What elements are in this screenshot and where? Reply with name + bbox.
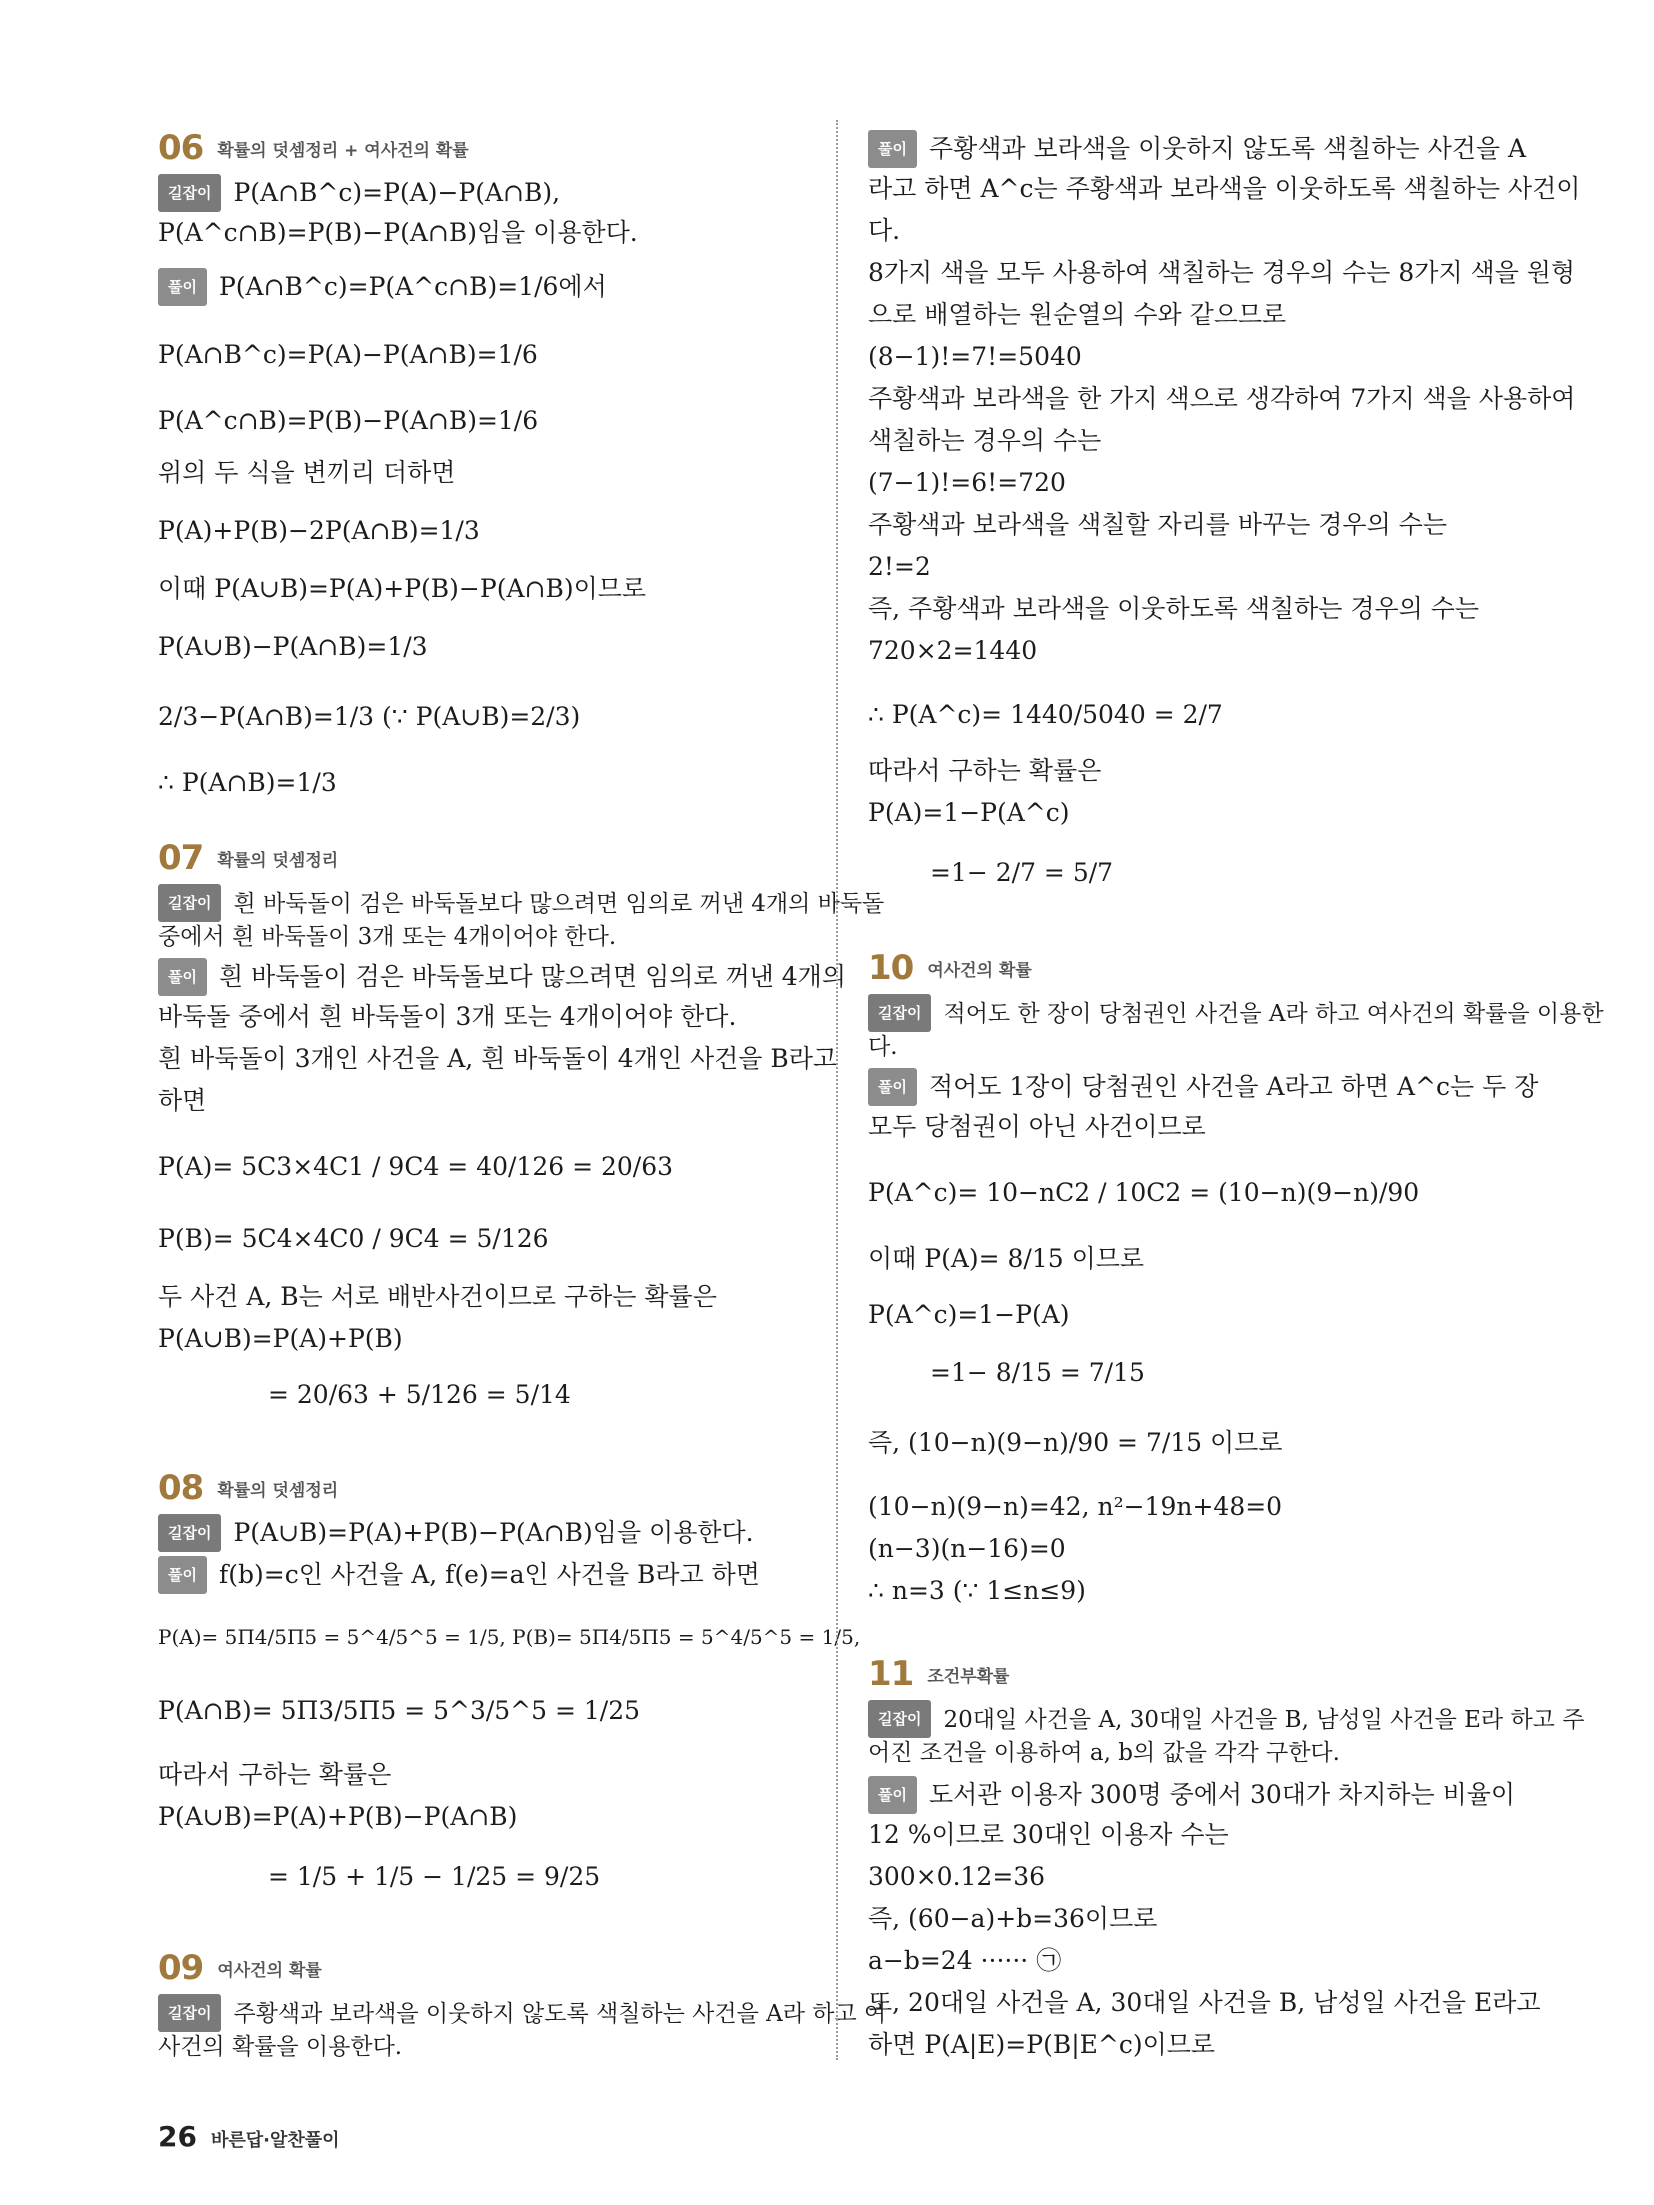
- text-line: ∴ P(A∩B)=1/3: [158, 768, 337, 797]
- solution-badge: 풀이: [868, 130, 917, 168]
- text-line: P(A∪B)=P(A)+P(B): [158, 1324, 403, 1353]
- section-number: 10: [868, 948, 914, 988]
- text-line: =1− 8/15 = 7/15: [930, 1358, 1145, 1387]
- section-number: 07: [158, 838, 204, 878]
- text-line: 두 사건 A, B는 서로 배반사건이므로 구하는 확률은: [158, 1282, 717, 1311]
- text-line: P(A∩B^c)=P(A)−P(A∩B)=1/6: [158, 340, 538, 369]
- text-line: P(A∩B)= 5Π3/5Π5 = 5^3/5^5 = 1/25: [158, 1696, 641, 1725]
- section-title: 여사건의 확률: [927, 960, 1032, 981]
- hint-badge: 길잡이: [868, 994, 931, 1032]
- text-line: 이때 P(A∪B)=P(A)+P(B)−P(A∩B)이므로: [158, 574, 647, 603]
- text-line: a−b=24 ······ ㉠: [868, 1946, 1062, 1975]
- text-line: (7−1)!=6!=720: [868, 468, 1066, 497]
- text-line: 적어도 1장이 당첨권인 사건을 A라고 하면 A^c는 두 장: [928, 1072, 1539, 1101]
- hint-badge: 길잡이: [158, 174, 221, 212]
- text-line: 20대일 사건을 A, 30대일 사건을 B, 남성일 사건을 E라 하고 주: [943, 1707, 1585, 1733]
- text-line: 흰 바둑돌이 검은 바둑돌보다 많으려면 임의로 꺼낸 4개의 바둑돌: [233, 891, 885, 917]
- hint-line: [158, 1994, 886, 2032]
- text-line: 위의 두 식을 변끼리 더하면: [158, 458, 456, 487]
- solution-line: [868, 130, 1526, 168]
- hint-line: [158, 884, 884, 922]
- text-line: (8−1)!=7!=5040: [868, 342, 1082, 371]
- section-number: 11: [868, 1654, 914, 1694]
- text-line: 따라서 구하는 확률은: [158, 1760, 392, 1789]
- section-number: 08: [158, 1468, 204, 1508]
- text-line: (n−3)(n−16)=0: [868, 1534, 1066, 1563]
- text-line: P(A)=1−P(A^c): [868, 798, 1070, 827]
- text-line: ∴ P(A^c)= 1440/5040 = 2/7: [868, 700, 1223, 729]
- text-line: 2!=2: [868, 552, 931, 581]
- hint-line: [158, 174, 560, 212]
- text-line: 12 %이므로 30대인 이용자 수는: [868, 1820, 1229, 1849]
- section-06-header: [158, 128, 469, 168]
- text-line: P(A^c∩B)=P(B)−P(A∩B)=1/6: [158, 406, 539, 435]
- section-title: 여사건의 확률: [217, 1960, 322, 1981]
- text-line: 즉, 주황색과 보라색을 이웃하도록 색칠하는 경우의 수는: [868, 594, 1480, 623]
- page-number: 26: [158, 2120, 197, 2153]
- text-line: P(A)= 5Π4/5Π5 = 5^4/5^5 = 1/5, P(B)= 5Π4/5Π5 = 5^4/5^5 = 1/5,: [158, 1625, 861, 1649]
- text-line: P(A^c)=1−P(A): [868, 1300, 1070, 1329]
- text-line: 다.: [868, 1034, 898, 1060]
- text-line: 적어도 한 장이 당첨권인 사건을 A라 하고 여사건의 확률을 이용한: [943, 1001, 1604, 1027]
- solution-line: [868, 1776, 1515, 1814]
- hint-badge: 길잡이: [868, 1700, 931, 1738]
- text-line: P(A∪B)−P(A∩B)=1/3: [158, 632, 428, 661]
- text-line: (10−n)(9−n)=42, n²−19n+48=0: [868, 1492, 1283, 1521]
- text-line: 720×2=1440: [868, 636, 1038, 665]
- text-line: 8가지 색을 모두 사용하여 색칠하는 경우의 수는 8가지 색을 원형: [868, 258, 1576, 287]
- section-title: 확률의 덧셈정리: [217, 850, 339, 871]
- book-label: 바른답·알찬풀이: [210, 2130, 340, 2151]
- text-line: 2/3−P(A∩B)=1/3 (∵ P(A∪B)=2/3): [158, 702, 581, 731]
- text-line: P(A)= 5C3×4C1 / 9C4 = 40/126 = 20/63: [158, 1152, 674, 1181]
- text-line: 주황색과 보라색을 이웃하지 않도록 색칠하는 사건을 A: [928, 134, 1527, 163]
- text-line: P(B)= 5C4×4C0 / 9C4 = 5/126: [158, 1224, 549, 1253]
- section-07-header: [158, 838, 338, 878]
- text-line: 중에서 흰 바둑돌이 3개 또는 4개이어야 한다.: [158, 924, 617, 950]
- section-title: 확률의 덧셈정리 + 여사건의 확률: [217, 140, 469, 161]
- text-line: P(A^c)= 10−nC2 / 10C2 = (10−n)(9−n)/90: [868, 1178, 1420, 1207]
- section-10-header: [868, 948, 1032, 988]
- text-line: 하면 P(A|E)=P(B|E^c)이므로: [868, 2030, 1216, 2059]
- section-09-header: [158, 1948, 322, 1988]
- text-line: 따라서 구하는 확률은: [868, 756, 1102, 785]
- text-line: = 20/63 + 5/126 = 5/14: [268, 1380, 571, 1409]
- text-line: P(A^c∩B)=P(B)−P(A∩B)임을 이용한다.: [158, 218, 638, 247]
- section-title: 확률의 덧셈정리: [217, 1480, 339, 1501]
- text-line: P(A∪B)=P(A)+P(B)−P(A∩B): [158, 1802, 518, 1831]
- text-line: 으로 배열하는 원순열의 수와 같으므로: [868, 300, 1287, 329]
- hint-badge: 길잡이: [158, 1514, 221, 1552]
- solution-badge: 풀이: [158, 1556, 207, 1594]
- solution-line: [158, 958, 846, 996]
- text-line: 주황색과 보라색을 한 가지 색으로 생각하여 7가지 색을 사용하여: [868, 384, 1576, 413]
- text-line: 주황색과 보라색을 색칠할 자리를 바꾸는 경우의 수는: [868, 510, 1447, 539]
- text-line: P(A)+P(B)−2P(A∩B)=1/3: [158, 516, 480, 545]
- hint-line: [868, 1700, 1584, 1738]
- text-line: 도서관 이용자 300명 중에서 30대가 차지하는 비율이: [928, 1780, 1516, 1809]
- page-footer: [158, 2120, 340, 2153]
- text-line: 흰 바둑돌이 검은 바둑돌보다 많으려면 임의로 꺼낸 4개의: [218, 962, 846, 991]
- solution-badge: 풀이: [868, 1068, 917, 1106]
- text-line: ∴ n=3 (∵ 1≤n≤9): [868, 1576, 1086, 1605]
- text-line: 사건의 확률을 이용한다.: [158, 2034, 403, 2060]
- hint-line: [158, 1514, 754, 1552]
- text-line: P(A∩B^c)=P(A^c∩B)=1/6에서: [218, 272, 607, 301]
- text-line: 바둑돌 중에서 흰 바둑돌이 3개 또는 4개이어야 한다.: [158, 1002, 737, 1031]
- solution-line: [158, 268, 607, 306]
- solution-badge: 풀이: [868, 1776, 917, 1814]
- text-line: = 1/5 + 1/5 − 1/25 = 9/25: [268, 1862, 601, 1891]
- section-number: 09: [158, 1948, 204, 1988]
- text-line: 또, 20대일 사건을 A, 30대일 사건을 B, 남성일 사건을 E라고: [868, 1988, 1541, 2017]
- solution-badge: 풀이: [158, 958, 207, 996]
- hint-badge: 길잡이: [158, 1994, 221, 2032]
- text-line: 주황색과 보라색을 이웃하지 않도록 색칠하는 사건을 A라 하고 여: [233, 2001, 887, 2027]
- hint-line: [868, 994, 1604, 1032]
- text-line: 어진 조건을 이용하여 a, b의 값을 각각 구한다.: [868, 1740, 1340, 1766]
- section-number: 06: [158, 128, 204, 168]
- column-divider: [836, 120, 838, 2060]
- solution-line: [868, 1068, 1538, 1106]
- text-line: f(b)=c인 사건을 A, f(e)=a인 사건을 B라고 하면: [218, 1560, 760, 1589]
- text-line: 300×0.12=36: [868, 1862, 1046, 1891]
- text-line: 모두 당첨권이 아닌 사건이므로: [868, 1112, 1206, 1141]
- section-11-header: [868, 1654, 1009, 1694]
- solution-line: [158, 1556, 760, 1594]
- text-line: 흰 바둑돌이 3개인 사건을 A, 흰 바둑돌이 4개인 사건을 B라고: [158, 1044, 838, 1073]
- text-line: 이때 P(A)= 8/15 이므로: [868, 1244, 1145, 1273]
- text-line: =1− 2/7 = 5/7: [930, 858, 1114, 887]
- section-08-header: [158, 1468, 338, 1508]
- section-title: 조건부확률: [927, 1666, 1010, 1687]
- text-line: P(A∩B^c)=P(A)−P(A∩B),: [233, 178, 561, 207]
- text-line: P(A∪B)=P(A)+P(B)−P(A∩B)임을 이용한다.: [233, 1518, 754, 1547]
- text-line: 색칠하는 경우의 수는: [868, 426, 1102, 455]
- text-line: 하면: [158, 1086, 207, 1115]
- text-line: 즉, (10−n)(9−n)/90 = 7/15 이므로: [868, 1428, 1283, 1457]
- text-line: 즉, (60−a)+b=36이므로: [868, 1904, 1158, 1933]
- text-line: 다.: [868, 216, 901, 245]
- text-line: 라고 하면 A^c는 주황색과 보라색을 이웃하도록 색칠하는 사건이: [868, 174, 1581, 203]
- hint-badge: 길잡이: [158, 884, 221, 922]
- solution-badge: 풀이: [158, 268, 207, 306]
